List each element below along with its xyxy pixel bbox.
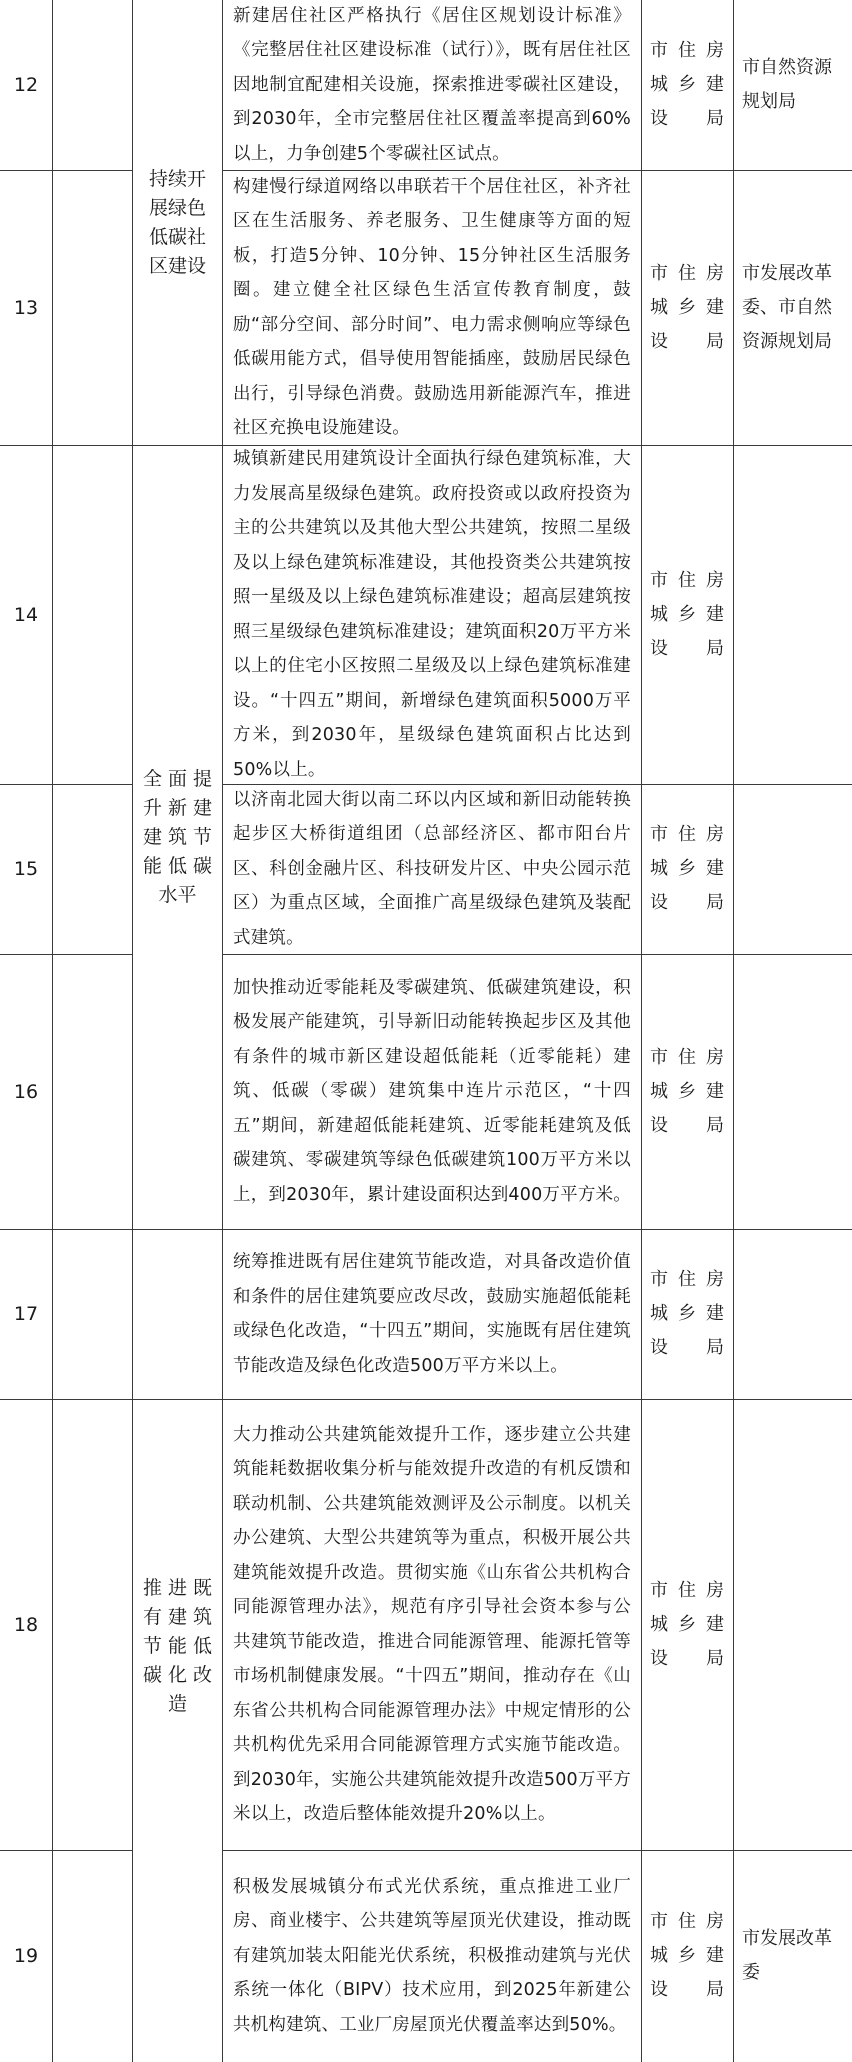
measure-description — [223, 954, 641, 1229]
task-category — [133, 1, 222, 445]
measure-description — [223, 0, 641, 170]
task-category-line: 造 — [167, 1692, 187, 1715]
cooperating-department — [734, 1850, 852, 2062]
column-divider — [52, 0, 53, 2062]
task-category-line: 升 新 建 — [142, 797, 213, 819]
measure-description — [223, 445, 641, 784]
lead-department — [642, 0, 733, 170]
measure-text: 加快推动近零能耗及零碳建筑、低碳建筑建设，积极发展产能建筑，引导新旧动能转换起步区及其他有条件的城市新区建设超低能耗（近零能耗）建筑、低碳（零碳）建筑集中连片示范区，“十四五”期间，新建超低能耗建筑、近零能耗建筑及低碳建筑、零碳建筑等绿色低碳建筑100万平方米以上，到2030年，累计建设面积达到400万平方米。 — [233, 977, 631, 1205]
task-category-line: 节 能 低 — [142, 1634, 213, 1657]
lead-department — [642, 170, 733, 445]
measure-description — [223, 170, 641, 445]
row-number: 15 — [13, 858, 39, 880]
row-number: 17 — [13, 1303, 39, 1325]
lead-department — [642, 784, 733, 954]
task-category-text — [143, 1574, 212, 1719]
measure-text: 统筹推进既有居住建筑节能改造，对具备改造价值和条件的居住建筑要应改尽改，鼓励实施超低能耗或绿色化改造，“十四五”期间，实施既有居住建筑节能改造及绿色化改造500万平方米以上。 — [233, 1252, 631, 1376]
measure-text: 构建慢行绿道网络以串联若干个居住社区，补齐社区在生活服务、养老服务、卫生健康等方面的短板，打造5分钟、10分钟、15分钟社区生活服务圈。建立健全社区绿色生活宣传教育制度，鼓励“部分空间、部分时间”、电力需求侧响应等绿色低碳用能方式，倡导使用智能插座，鼓励居民绿色出行，引导绿色消费。鼓励选用新能源汽车，推进社区充换电设施建设。 — [233, 176, 631, 438]
cooperating-department — [734, 445, 852, 784]
lead-department-text: 市住房城乡建设局 — [650, 1046, 725, 1136]
measure-description — [223, 1850, 641, 2062]
row-number: 12 — [13, 74, 39, 96]
task-category — [133, 446, 222, 1229]
lead-department — [642, 445, 733, 784]
task-category-line: 建 筑 节 — [142, 826, 213, 848]
lead-department — [642, 1399, 733, 1850]
task-category-line: 推 进 既 — [142, 1576, 213, 1599]
cooperating-department-text: 市发展改革委、市自然资源规划局 — [742, 262, 832, 352]
measure-text: 以济南北园大街以南二环以内区域和新旧动能转换起步区大桥街道组团（总部经济区、都市阳台片区、科创金融片区、科技研发片区、中央公园示范区）为重点区域，全面推广高星级绿色建筑及装配式建筑。 — [233, 789, 631, 948]
row-number: 14 — [13, 603, 39, 626]
lead-department-text: 市住房城乡建设局 — [650, 569, 725, 659]
task-category-line: 区建设 — [148, 255, 206, 277]
task-category-line: 持续开 — [148, 168, 206, 190]
measure-text: 大力推动公共建筑能效提升工作，逐步建立公共建筑能耗数据收集分析与能效提升改造的有机反馈和联动机制、公共建筑能效测评及公示制度。以机关办公建筑、大型公共建筑等为重点，积极开展公共建筑能效提升改造。贯彻实施《山东省公共机构合同能源管理办法》，规范有序引导社会资本参与公共建筑节能改造，推进合同能源管理、能源托管等市场机制健康发展。“十四五”期间，推动存在《山东省公共机构合同能源管理办法》中规定情形的公共机构优先采用合同能源管理方式实施节能改造。到2030年，实施公共建筑能效提升改造500万平方米以上，改造后整体能效提升20%以上。 — [233, 1424, 631, 1824]
cooperating-department — [734, 954, 852, 1229]
measure-description — [223, 1229, 641, 1399]
cooperating-department-text: 市发展改革委 — [742, 1928, 832, 1983]
row-number: 16 — [13, 1080, 39, 1103]
measure-description — [223, 784, 641, 954]
measure-text: 新建居住社区严格执行《居住区规划设计标准》《完整居住社区建设标准（试行）》，既有居住社区因地制宜配建相关设施，探索推进零碳社区建设，到2030年，全市完整居住社区覆盖率提高到60%以上，力争创建5个零碳社区试点。 — [233, 5, 631, 164]
task-category-text — [143, 765, 212, 910]
task-category-line: 展绿色 — [148, 197, 206, 219]
row-number: 18 — [13, 1613, 39, 1636]
lead-department — [642, 1850, 733, 2062]
task-category-line: 能 低 碳 — [142, 855, 213, 877]
cooperating-department — [734, 0, 852, 170]
lead-department — [642, 1229, 733, 1399]
lead-department-text: 市住房城乡建设局 — [650, 1579, 725, 1669]
task-category-text — [149, 165, 206, 281]
task-category-line: 全 面 提 — [142, 768, 213, 790]
lead-department-text: 市住房城乡建设局 — [650, 40, 725, 129]
task-category — [133, 1230, 222, 2062]
cooperating-department — [734, 1229, 852, 1399]
cooperating-department — [734, 784, 852, 954]
task-category-line: 有 建 筑 — [142, 1605, 213, 1628]
cooperating-department — [734, 170, 852, 445]
lead-department-text: 市住房城乡建设局 — [650, 262, 725, 352]
task-category-line: 低碳社 — [148, 226, 206, 248]
measure-text: 城镇新建民用建筑设计全面执行绿色建筑标准，大力发展高星级绿色建筑。政府投资或以政府投资为主的公共建筑以及其他大型公共建筑，按照二星级及以上绿色建筑标准建设，其他投资类公共建筑按照一星级及以上绿色建筑标准建设；超高层建筑按照三星级绿色建筑标准建设；建筑面积20万平方米以上的住宅小区按照二星级及以上绿色建筑标准建设。“十四五”期间，新增绿色建筑面积5000万平方米，到2030年，星级绿色建筑面积占比达到50%以上。 — [233, 449, 631, 780]
row-number: 19 — [13, 1945, 39, 1967]
measure-description — [223, 1399, 641, 1850]
cooperating-department-text: 市自然资源规划局 — [742, 57, 832, 112]
measure-text: 积极发展城镇分布式光伏系统，重点推进工业厂房、商业楼宇、公共建筑等屋顶光伏建设，推动既有建筑加装太阳能光伏系统，积极推动建筑与光伏系统一体化（BIPV）技术应用，到2025年新建公共机构建筑、工业厂房屋顶光伏覆盖率达到50%。 — [233, 1876, 631, 2035]
lead-department-text: 市住房城乡建设局 — [650, 1269, 725, 1358]
task-category-line: 水平 — [158, 884, 197, 906]
lead-department — [642, 954, 733, 1229]
lead-department-text: 市住房城乡建设局 — [650, 1911, 725, 2000]
cooperating-department — [734, 1399, 852, 1850]
lead-department-text: 市住房城乡建设局 — [650, 824, 725, 913]
row-number: 13 — [13, 296, 39, 319]
task-category-line: 碳 化 改 — [142, 1663, 213, 1686]
